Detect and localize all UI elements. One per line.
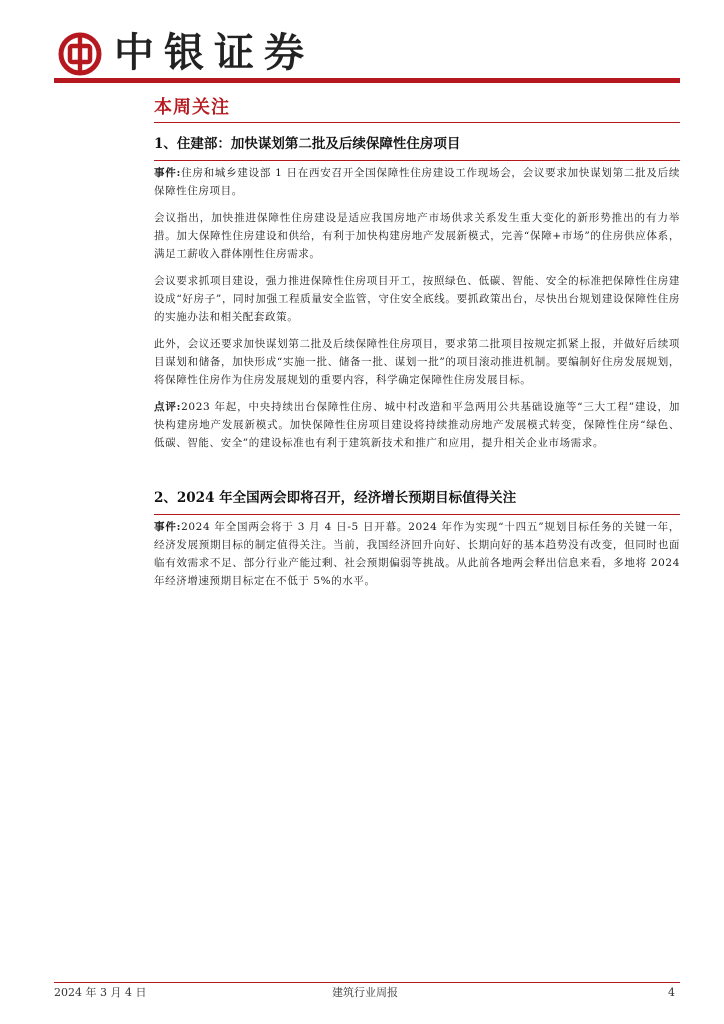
- item2-event-paragraph: [154, 518, 680, 590]
- bank-of-china-logo-icon: [58, 32, 102, 76]
- page-header: [54, 26, 684, 76]
- event-label: 事件:: [154, 521, 182, 533]
- item1-paragraph-4: 此外，会议还要求加快谋划第二批及后续保障性住房项目，要求第二批项目按规定抓紧上报，并做好后续项目谋划和储备，加快形成“实施一批、储备一批、谋划一批”的项目滚动推进机制。要编制好住房发展规划，将保障性住房作为住房发展规划的重要内容，科学确定保障性住房发展目标。: [154, 338, 680, 386]
- item1-paragraph-3: 会议要求抓项目建设，强力推进保障性住房项目开工，按照绿色、低碳、智能、安全的标准把保障性住房建设成“好房子”，同时加强工程质量安全监管，守住安全底线。要抓政策出台，尽快出台规划建设保障性住房的实施办法和相关配套政策。: [154, 275, 680, 323]
- item1-comment-paragraph: [154, 398, 680, 452]
- item2-heading: 2、2024 年全国两会即将召开，经济增长预期目标值得关注: [154, 490, 517, 506]
- event-label: 事件:: [154, 167, 181, 179]
- item1-divider: [154, 160, 680, 161]
- item1-event-text: 住房和城乡建设部 1 日在西安召开全国保障性住房建设工作现场会，会议要求加快谋划第二批及后续保障性住房项目。: [154, 167, 680, 197]
- comment-label: 点评:: [154, 401, 182, 413]
- item1-comment-text: 2023 年起，中央持续出台保障性住房、城中村改造和平急两用公共基础设施等“三大工程”建设，加快构建房地产发展新模式。加快保障性住房项目建设将持续推动房地产发展模式转变，保障性住房“绿色、低碳、智能、安全”的建设标准也有利于建筑新技术和推广和应用，提升相关企业市场需求。: [154, 401, 680, 449]
- brand-name: 中银证券: [114, 29, 314, 76]
- item1-event-paragraph: [154, 164, 680, 200]
- footer-report-name: 建筑行业周报: [332, 986, 398, 999]
- header-divider: [54, 78, 680, 83]
- page-number: 4: [668, 986, 675, 999]
- section-divider: [154, 122, 680, 123]
- footer-date: 2024 年 3 月 4 日: [54, 986, 147, 999]
- item2-divider: [154, 514, 680, 515]
- item1-heading: 1、住建部：加快谋划第二批及后续保障性住房项目: [154, 136, 461, 152]
- footer-divider: [54, 982, 680, 983]
- section-title: 本周关注: [154, 97, 230, 118]
- item1-paragraph-2: 会议指出，加快推进保障性住房建设是适应我国房地产市场供求关系发生重大变化的新形势推出的有力举措。加大保障性住房建设和供给，有利于加快构建房地产发展新模式，完善“保障+市场”的住房供应体系，满足工薪收入群体刚性住房需求。: [154, 212, 680, 260]
- article-body: [154, 130, 680, 599]
- item2-event-text: 2024 年全国两会将于 3 月 4 日-5 日开幕。2024 年作为实现“十四五”规划目标任务的关键一年，经济发展预期目标的制定值得关注。当前，我国经济回升向好、长期向好的基本趋势没有改变，但同时也面临有效需求不足、部分行业产能过剩、社会预期偏弱等挑战。从此前各地两会释出信息来看，多地将 2024 年经济增速预期目标定在不低于 5%的水平。: [154, 521, 680, 587]
